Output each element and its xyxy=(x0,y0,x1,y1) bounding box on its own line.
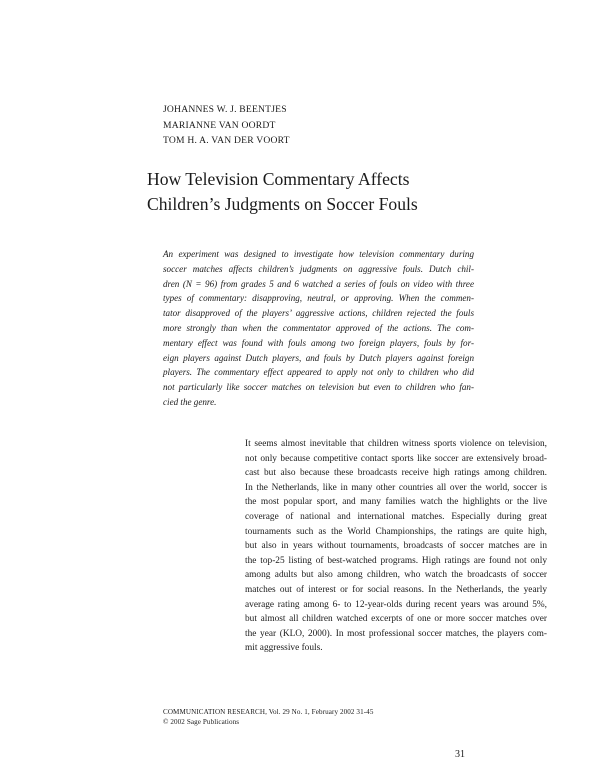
abstract-line: more strongly than when the commentator approved of the actions. The com- xyxy=(163,322,474,333)
author-name: TOM H. A. VAN DER VOORT xyxy=(163,135,290,146)
abstract xyxy=(163,247,474,410)
abstract-line: types of commentary: disapproving, neutral, or approving. When the commen- xyxy=(163,293,474,304)
body-line: coverage of national and international matches. Especially during great xyxy=(245,511,547,522)
journal-footer xyxy=(163,708,373,728)
body-line: but also in years without tournaments, broadcasts of soccer matches are in xyxy=(245,541,547,552)
body-line: average rating among 6- to 12-year-olds during recent years was around 5%, xyxy=(245,599,547,610)
page-number: 31 xyxy=(455,749,465,760)
title-line: Children’s Judgments on Soccer Fouls xyxy=(147,194,418,214)
body-line: but almost all children watched excerpts of one or more soccer matches over xyxy=(245,614,547,625)
title-line: How Television Commentary Affects xyxy=(147,169,410,189)
journal-citation: COMMUNICATION RESEARCH, Vol. 29 No. 1, February 2002 31-45 xyxy=(163,708,374,716)
body-line: cast but also because these broadcasts receive high ratings among children. xyxy=(245,468,547,479)
body-line: In the Netherlands, like in many other countries all over the world, soccer is xyxy=(245,482,547,493)
abstract-line: players. The commentary effect appeared to apply not only to children who did xyxy=(163,367,474,378)
abstract-line: cied the genre. xyxy=(163,396,217,407)
author-name: MARIANNE VAN OORDT xyxy=(163,119,276,131)
body-line: the year (KLO, 2000). In most professional soccer matches, the players com- xyxy=(245,628,547,639)
abstract-line: eign players against Dutch players, and fouls by Dutch players against foreign xyxy=(163,352,474,363)
abstract-line: tator disapproved of the players’ aggressive actions, children rejected the fouls xyxy=(163,308,474,319)
body-paragraph xyxy=(245,437,547,656)
abstract-line: soccer matches affects children’s judgments on aggressive fouls. Dutch chil- xyxy=(163,263,474,274)
body-line: It seems almost inevitable that children witness sports violence on television, xyxy=(245,439,547,449)
body-line: mit aggressive fouls. xyxy=(245,643,323,654)
body-line: tournaments such as the World Championships, the ratings are quite high, xyxy=(245,526,547,537)
body-line: among adults but also among children, who watch the broadcasts of soccer xyxy=(245,570,547,581)
body-line: the most popular sport, and many families watch the highlights or the live xyxy=(245,497,547,508)
article-title xyxy=(147,167,467,217)
body-line: matches out of interest or for social reasons. In the Netherlands, the yearly xyxy=(245,584,547,595)
body-line: the top-25 listing of best-watched programs. High ratings are found not only xyxy=(245,555,547,566)
copyright-notice: © 2002 Sage Publications xyxy=(163,717,240,726)
abstract-line: not particularly like soccer matches on television but even to children who fan- xyxy=(163,382,474,393)
abstract-line: mentary effect was found with fouls among two foreign players, fouls by for- xyxy=(163,337,474,348)
author-name: JOHANNES W. J. BEENTJES xyxy=(163,104,287,115)
body-line: not only because competitive contact sports like soccer are extensively broad- xyxy=(245,453,547,464)
author-list xyxy=(163,102,290,149)
abstract-line: dren (N = 96) from grades 5 and 6 watched a series of fouls on video with three xyxy=(163,278,474,289)
abstract-line: An experiment was designed to investigate how television commentary during xyxy=(163,249,474,259)
